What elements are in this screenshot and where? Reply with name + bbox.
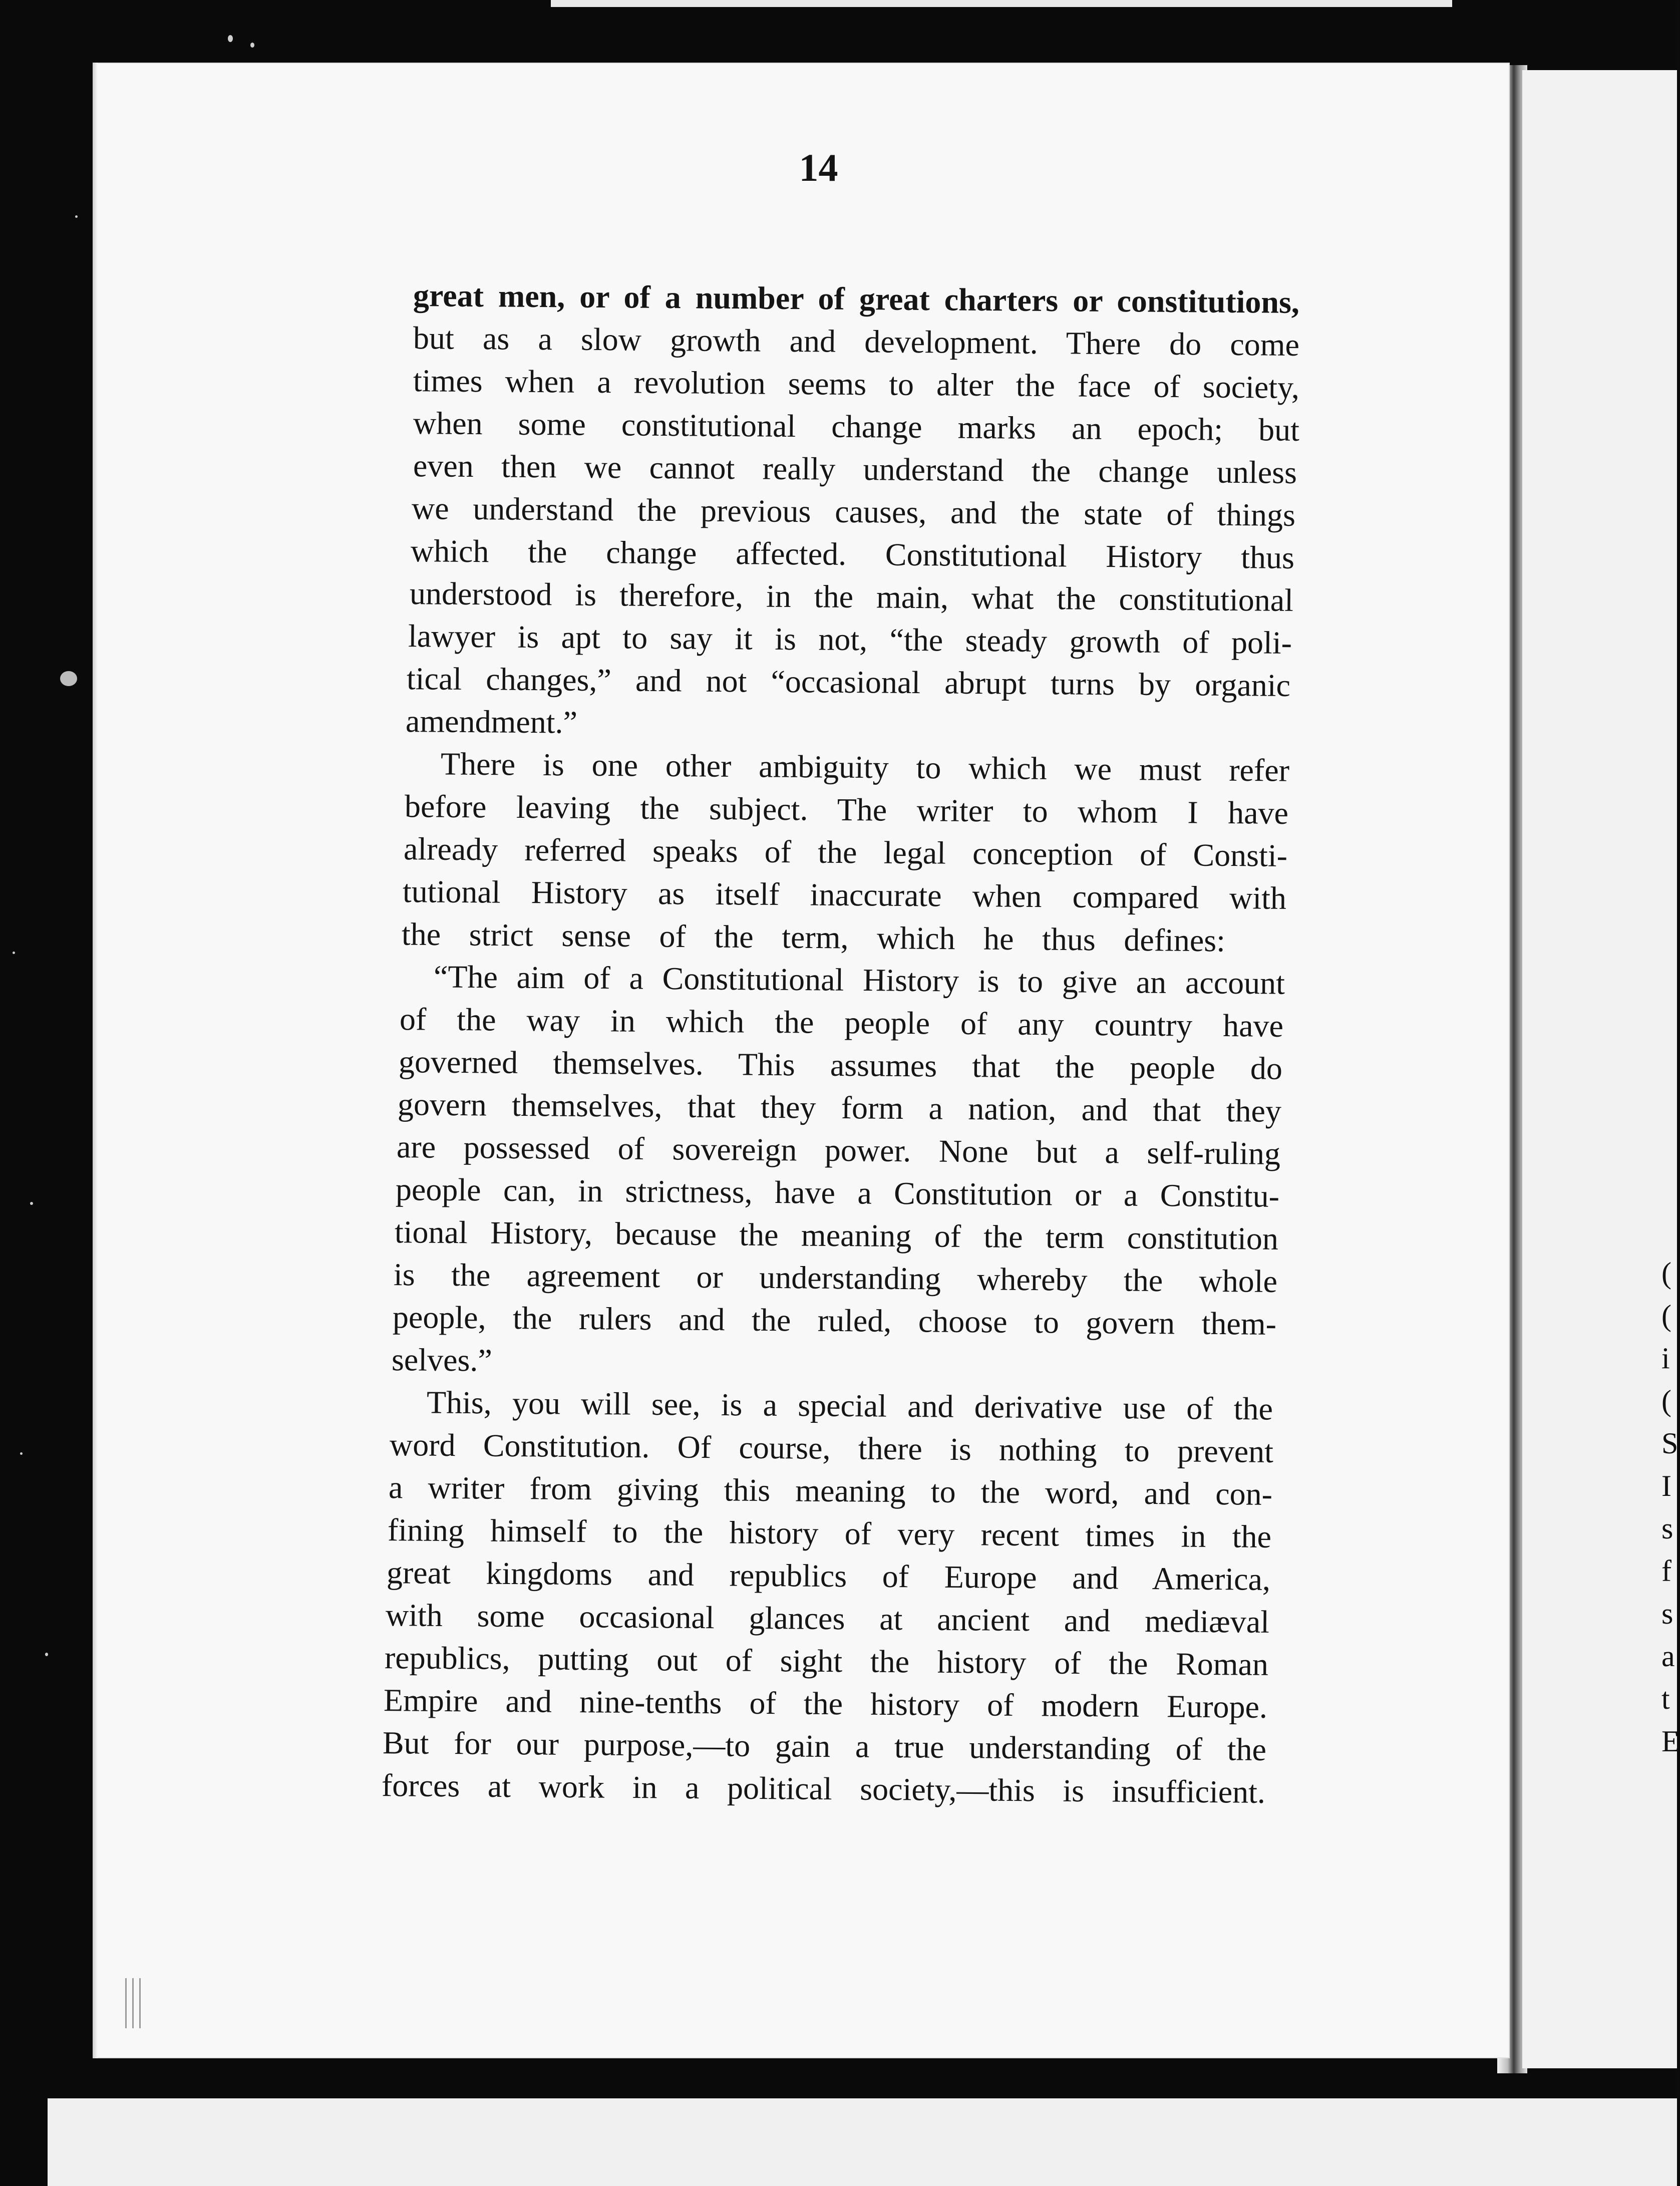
- text-line: Empire and nine-tenths of the history of modern Europe.: [383, 1682, 1268, 1725]
- text-line: But for our purpose,—to gain a true understanding of the: [382, 1725, 1267, 1767]
- text-line: republics, putting out of sight the history of the Roman: [384, 1640, 1269, 1682]
- text-line: This, you will see, is a special and derivative use of the: [426, 1384, 1273, 1427]
- adjacent-letter: (: [1661, 1299, 1671, 1332]
- next-page-top-edge: [551, 0, 1452, 7]
- text-line: There is one other ambiguity to which we must refer: [440, 746, 1290, 788]
- text-line: tical changes,” and not “occasional abrupt turns by organic: [406, 661, 1291, 703]
- scan-speck: [13, 952, 15, 954]
- text-line: are possessed of sovereign power. None but a self-ruling: [396, 1129, 1281, 1171]
- text-line: govern themselves, that they form a nation, and that they: [397, 1086, 1282, 1129]
- scan-speck: [30, 1202, 33, 1205]
- text-line: great kingdoms and republics of Europe and America,: [386, 1554, 1271, 1597]
- text-line: lawyer is apt to say it is not, “the steady growth of poli-: [408, 618, 1292, 661]
- text-line: fining himself to the history of very recent times in the: [387, 1512, 1272, 1554]
- text-line: when some constitutional change marks an epoch; but: [413, 405, 1300, 448]
- text-line: people can, in strictness, have a Constitution or a Constitu-: [395, 1171, 1280, 1214]
- adjacent-letter: E: [1661, 1725, 1680, 1758]
- text-line: forces at work in a political society,—this is insufficient.: [381, 1767, 1266, 1810]
- adjacent-letter: s: [1661, 1597, 1673, 1630]
- adjacent-letter: (: [1661, 1257, 1671, 1290]
- text-line: great men, or of a number of great charters or constitutions,: [413, 277, 1300, 320]
- scan-speck: [20, 1452, 23, 1455]
- adjacent-letter: i: [1661, 1342, 1670, 1375]
- text-line: people, the rulers and the ruled, choose to govern them-: [392, 1299, 1277, 1342]
- text-line: tional History, because the meaning of the term constitution: [394, 1214, 1279, 1257]
- adjacent-letter: I: [1661, 1469, 1671, 1502]
- scan-speck: [228, 35, 233, 42]
- text-line: already referred speaks of the legal conception of Consti-: [403, 831, 1288, 873]
- text-line: “The aim of a Constitutional History is to give an account: [433, 959, 1285, 1001]
- adjacent-letter: s: [1661, 1512, 1673, 1545]
- text-line: selves.”: [391, 1342, 493, 1378]
- scan-speck: [75, 215, 78, 218]
- adjacent-page-cut-letters: [1661, 1252, 1680, 1763]
- text-line: even then we cannot really understand the change unless: [413, 448, 1297, 490]
- adjacent-letter: S: [1661, 1427, 1678, 1460]
- scan-speck: [45, 1653, 48, 1656]
- text-line: with some occasional glances at ancient and mediæval: [385, 1597, 1270, 1640]
- text-line: tutional History as itself inaccurate when compared with: [402, 873, 1287, 916]
- adjacent-letter: f: [1661, 1554, 1671, 1588]
- text-line: is the agreement or understanding whereby the whole: [393, 1257, 1278, 1299]
- text-line: we understand the previous causes, and the state of things: [411, 490, 1296, 533]
- text-line: governed themselves. This assumes that the people do: [398, 1044, 1283, 1086]
- text-line: word Constitution. Of course, there is nothing to prevent: [389, 1427, 1274, 1469]
- adjacent-page: [1522, 70, 1680, 2068]
- text-line: times when a revolution seems to alter the face of society,: [413, 363, 1300, 405]
- text-line: which the change affected. Constitutional History thus: [410, 533, 1295, 575]
- text-line: of the way in which the people of any country have: [399, 1001, 1284, 1044]
- page-number: 14: [799, 146, 838, 189]
- scan-speck: [60, 671, 77, 686]
- text-line: a writer from giving this meaning to the word, and con-: [388, 1469, 1273, 1512]
- adjacent-letter: a: [1661, 1640, 1675, 1673]
- text-line: understood is therefore, in the main, what the constitutional: [409, 575, 1294, 618]
- binding-marks: [125, 1978, 165, 2038]
- following-page-edge: [48, 2098, 1677, 2186]
- adjacent-letter: t: [1661, 1682, 1670, 1715]
- adjacent-letter: (: [1661, 1384, 1671, 1417]
- text-line: amendment.”: [405, 703, 578, 740]
- page-edge-shadow: [93, 63, 98, 2058]
- text-line: the strict sense of the term, which he thus defines:: [401, 916, 1226, 959]
- text-line: before leaving the subject. The writer to whom I have: [404, 788, 1289, 831]
- scan-speck: [250, 43, 254, 48]
- text-line: but as a slow growth and development. There do come: [413, 320, 1300, 363]
